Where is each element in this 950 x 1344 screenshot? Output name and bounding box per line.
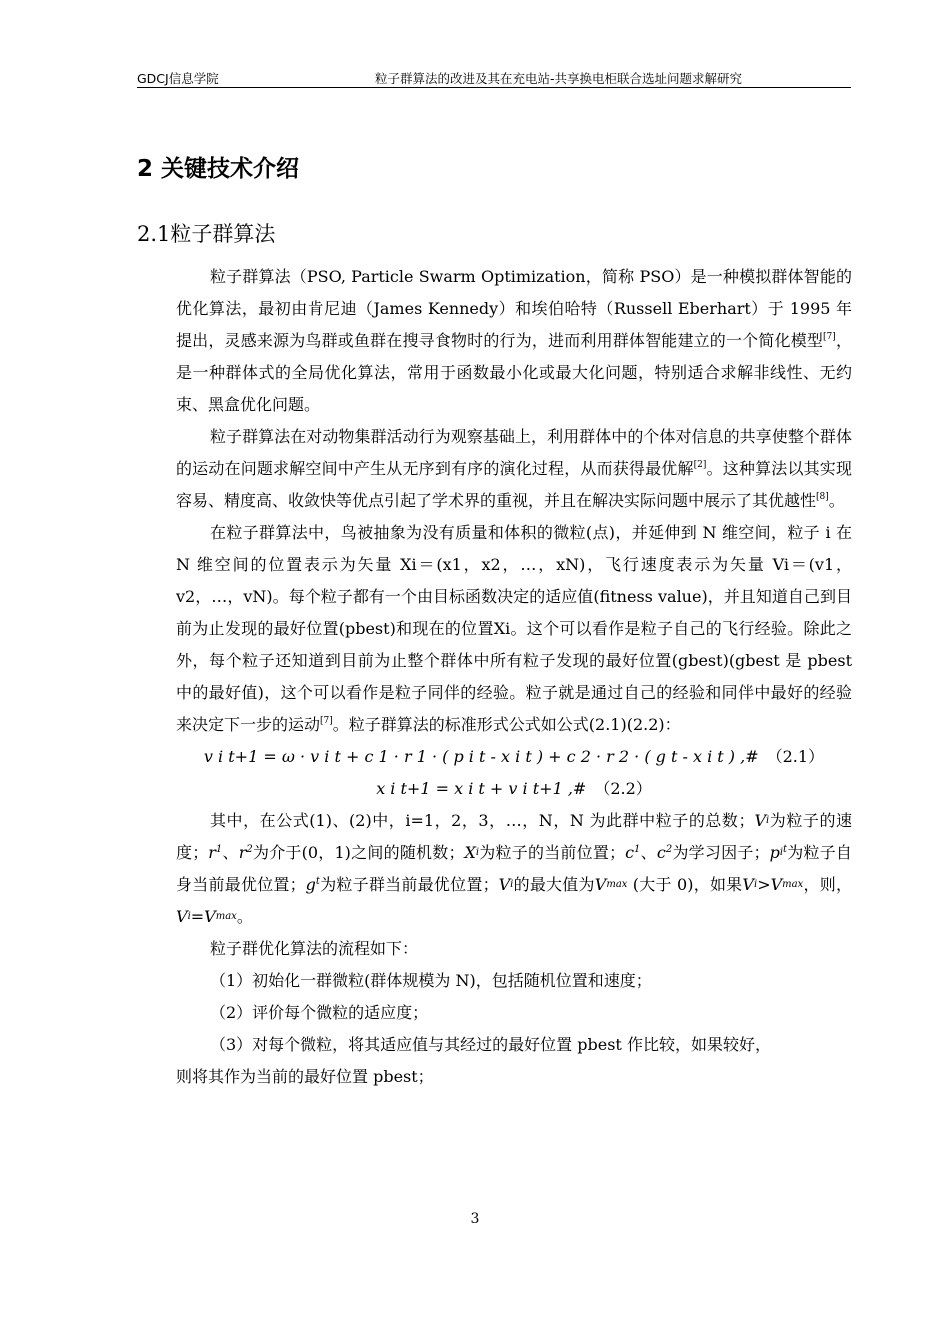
section-title: 2.1粒子群算法 [137, 222, 276, 246]
list-item-step3-cont: 则将其作为当前的最好位置 pbest； [176, 1067, 434, 1086]
paragraph-symbols [176, 805, 852, 933]
symbol-sup: t [315, 876, 320, 887]
paragraph-principle [176, 421, 852, 517]
text-run: 为学习因子； [672, 843, 770, 862]
symbol-sub: max [606, 879, 628, 890]
symbol-sub: i [753, 879, 758, 890]
text-run: 为粒子的速度； [176, 811, 852, 862]
text-run: (大于 0)，如果 [627, 875, 743, 894]
chapter-title: 2 关键技术介绍 [137, 156, 300, 182]
equation-2-1 [176, 741, 852, 773]
text-run: 在粒子群算法中，鸟被抽象为没有质量和体积的微粒(点)，并延伸到 N 维空间，粒子 i 在 N 维空间的位置表示为矢量 Xi＝(x1，x2，…，xN)，飞行速度表示为矢量 Vi＝(v1，v2，…，vN)。每个粒子都有一个由目标函数决定的适应值(fitness value)，并且知道自己到目前为止发现的最好位置(pbest)和现在的位置Xi。这个可以看作是粒子自己的飞行经验。除此之外，每个粒子还知道到目前为止整个群体中所有粒子发现的最好位置(gbest)(gbest 是 pbest 中的最好值)，这个可以看作是粒子同伴的经验。粒子就是通过自己的经验和同伴中最好的经验来决定下一步的运动 [176, 523, 852, 734]
symbol-sub: i [187, 911, 191, 922]
symbol: V [176, 907, 188, 926]
symbol-sup: t [783, 844, 788, 855]
symbol: X [464, 843, 476, 862]
header-thesis-title: 粒子群算法的改进及其在充电站-共享换电柜联合选址问题求解研究 [375, 71, 743, 86]
symbol-sub: i [779, 847, 784, 858]
symbol: V [204, 907, 216, 926]
symbol: V [742, 875, 754, 894]
text-run: 。 [236, 907, 253, 926]
symbol: V [754, 811, 767, 830]
text-run: = [190, 907, 205, 926]
symbol: r [208, 843, 216, 862]
text-run: ，则， [803, 875, 852, 894]
text-run: 。 [828, 491, 845, 510]
citation: [2] [693, 460, 707, 470]
paragraph-flow-intro: 粒子群优化算法的流程如下： [210, 939, 419, 958]
symbol: V [594, 875, 607, 894]
list-item-step1: （1）初始化一群微粒(群体规模为 N)，包括随机位置和速度； [210, 971, 652, 990]
equation-body: v i t+1 = ω · v i t + c 1 · r 1 · ( p i t - x i t ) + c 2 · r 2 · ( g t - x i t ) ,# [203, 747, 759, 766]
text-run: 。这种算法以其实现容易、精度高、收敛快等优点引起了学术界的重视，并且在解决实际问题中展示了其优越性 [176, 459, 852, 510]
symbol: V [770, 875, 783, 894]
symbol-sup: 1 [215, 844, 223, 855]
equation-body: x i t+1 = x i t + v i t+1 ,# [376, 779, 587, 798]
symbol: V [498, 875, 511, 894]
text-run: 的最大值为 [513, 875, 595, 894]
list-item-step2: （2）评价每个微粒的适应度； [210, 1003, 429, 1022]
paragraph-intro [176, 261, 852, 421]
symbol-sub: i [510, 879, 514, 890]
symbol: g [305, 875, 316, 894]
symbol-sub: max [215, 911, 237, 922]
citation: [8] [816, 492, 829, 502]
text-run: 为粒子群当前最优位置； [319, 875, 499, 894]
text-run: 为介于(0，1)之间的随机数； [252, 843, 465, 862]
text-run: 为粒子自身当前最优位置； [176, 843, 852, 894]
symbol-sub: i [475, 847, 480, 858]
symbol-sup: 2 [665, 844, 673, 855]
header-rule [137, 87, 851, 88]
text-run: 、 [222, 843, 239, 862]
citation: [7] [320, 716, 333, 726]
header-institution: GDCJ信息学院 [137, 71, 219, 86]
text-run: 粒子群算法在对动物集群活动行为观察基础上，利用群体中的个体对信息的共享使整个群体的运动在问题求解空间中产生从无序到有序的演化过程，从而获得最优解 [176, 427, 852, 478]
text-run: > [757, 875, 771, 894]
text-run: 粒子群算法（PSO, Particle Swarm Optimization，简称 PSO）是一种模拟群体智能的优化算法，最初由肯尼迪（James Kennedy）和埃伯哈特（Russell Eberhart）于 1995 年提出，灵感来源为鸟群或鱼群在搜寻食物时的行为，进而利用群体智能建立的一个简化模型 [176, 267, 852, 350]
symbol-sub: i [766, 815, 770, 826]
symbol: c [625, 843, 635, 862]
page-number: 3 [470, 1211, 480, 1227]
symbol-sup: 2 [246, 844, 253, 855]
paragraph-model [176, 517, 852, 741]
text-run: 为粒子的当前位置； [479, 843, 626, 862]
body-text [176, 261, 852, 1093]
list-item-step3: （3）对每个微粒，将其适应值与其经过的最好位置 pbest 作比较，如果较好， [210, 1035, 771, 1054]
equation-number: （2.2） [594, 779, 652, 798]
symbol: r [238, 843, 247, 862]
text-run: 。粒子群算法的标准形式公式如公式(2.1)(2.2)： [332, 715, 681, 734]
symbol-sub: max [782, 879, 804, 890]
symbol: p [769, 843, 780, 862]
citation: [7] [823, 332, 836, 342]
symbol-sup: 1 [634, 844, 641, 855]
text-run: ，是一种群体式的全局优化算法，常用于函数最小化或最大化问题，特别适合求解非线性、无约束、黑盒优化问题。 [176, 331, 852, 414]
text-run: 其中，在公式(1)、(2)中，i=1，2，3，…，N，N 为此群中粒子的总数； [210, 811, 755, 830]
text-run: 、 [640, 843, 657, 862]
equation-number: （2.1） [766, 747, 825, 766]
equation-2-2 [176, 773, 852, 805]
symbol: c [656, 843, 666, 862]
